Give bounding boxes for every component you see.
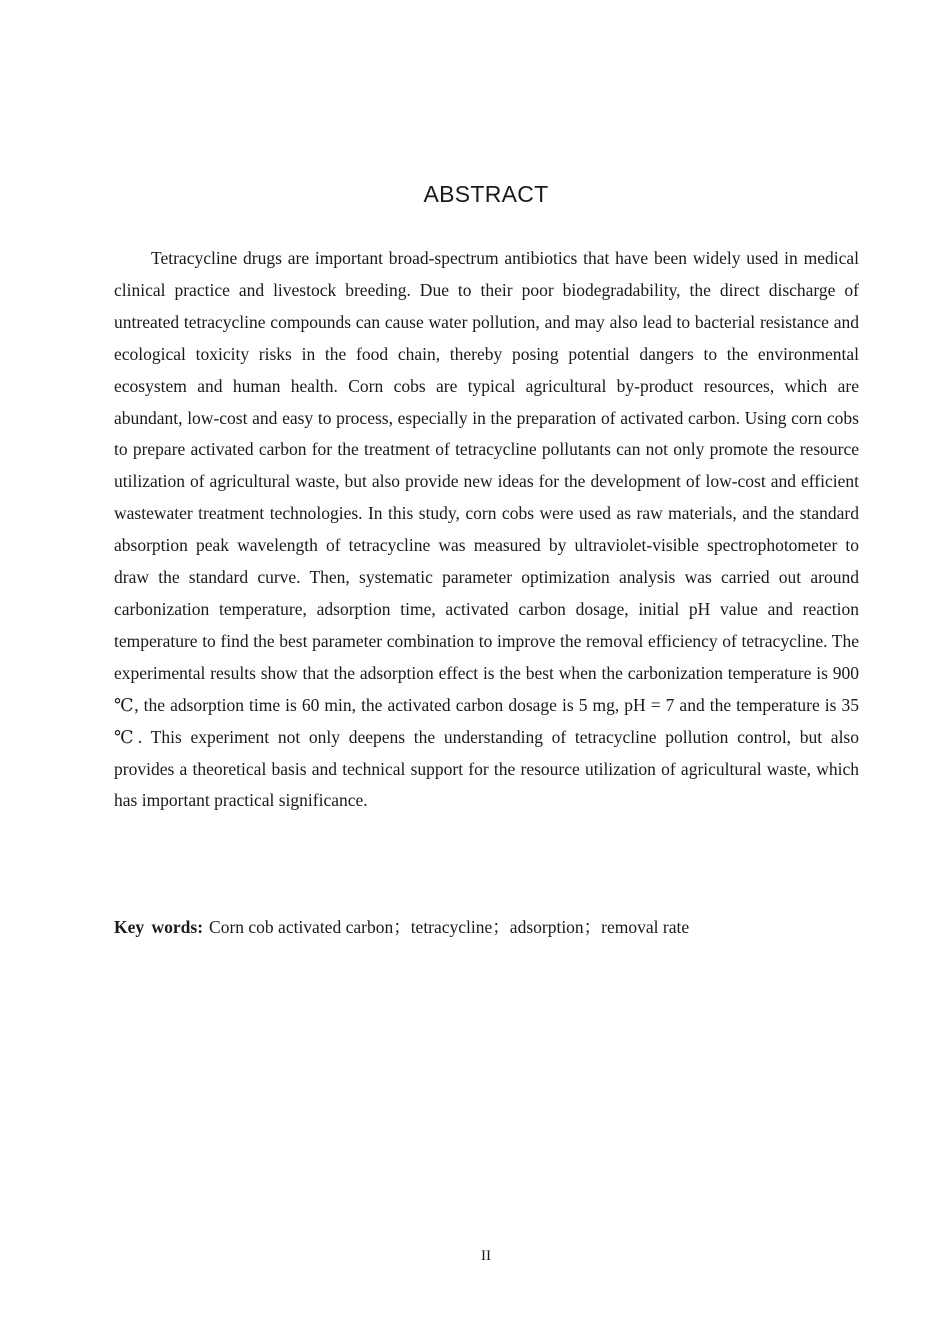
- keywords-text: Corn cob activated carbon；tetracycline；adsorption；removal rate: [209, 917, 690, 937]
- abstract-body: Tetracycline drugs are important broad-spectrum antibiotics that have been widely used in medical clinical practice and livestock breeding. Due to their poor biodegradability, the direct discharge of untreated tetracycline compounds can cause water pollution, and may also lead to bacterial resistance and ecological toxicity risks in the food chain, thereby posing potential dangers to the environmental ecosystem and human health. Corn cobs are typical agricultural by-product resources, which are abundant, low-cost and easy to process, especially in the preparation of activated carbon. Using corn cobs to prepare activated carbon for the treatment of tetracycline pollutants can not only promote the resource utilization of agricultural waste, but also provide new ideas for the development of low-cost and efficient wastewater treatment technologies. In this study, corn cobs were used as raw materials, and the standard absorption peak wavelength of tetracycline was measured by ultraviolet-visible spectrophotometer to draw the standard curve. Then, systematic parameter optimization analysis was carried out around carbonization temperature, adsorption time, activated carbon dosage, initial pH value and reaction temperature to find the best parameter combination to improve the removal efficiency of tetracycline. The experimental results show that the adsorption effect is the best when the carbonization temperature is 900 ℃, the adsorption time is 60 min, the activated carbon dosage is 5 mg, pH = 7 and the temperature is 35 ℃. This experiment not only deepens the understanding of tetracycline pollution control, but also provides a theoretical basis and technical support for the resource utilization of agricultural waste, which has important practical significance.: [114, 248, 859, 811]
- keywords-label: Key words:: [114, 917, 204, 937]
- abstract-title: ABSTRACT: [423, 181, 549, 207]
- page-number: II: [481, 1248, 491, 1264]
- keywords-line: [114, 912, 859, 944]
